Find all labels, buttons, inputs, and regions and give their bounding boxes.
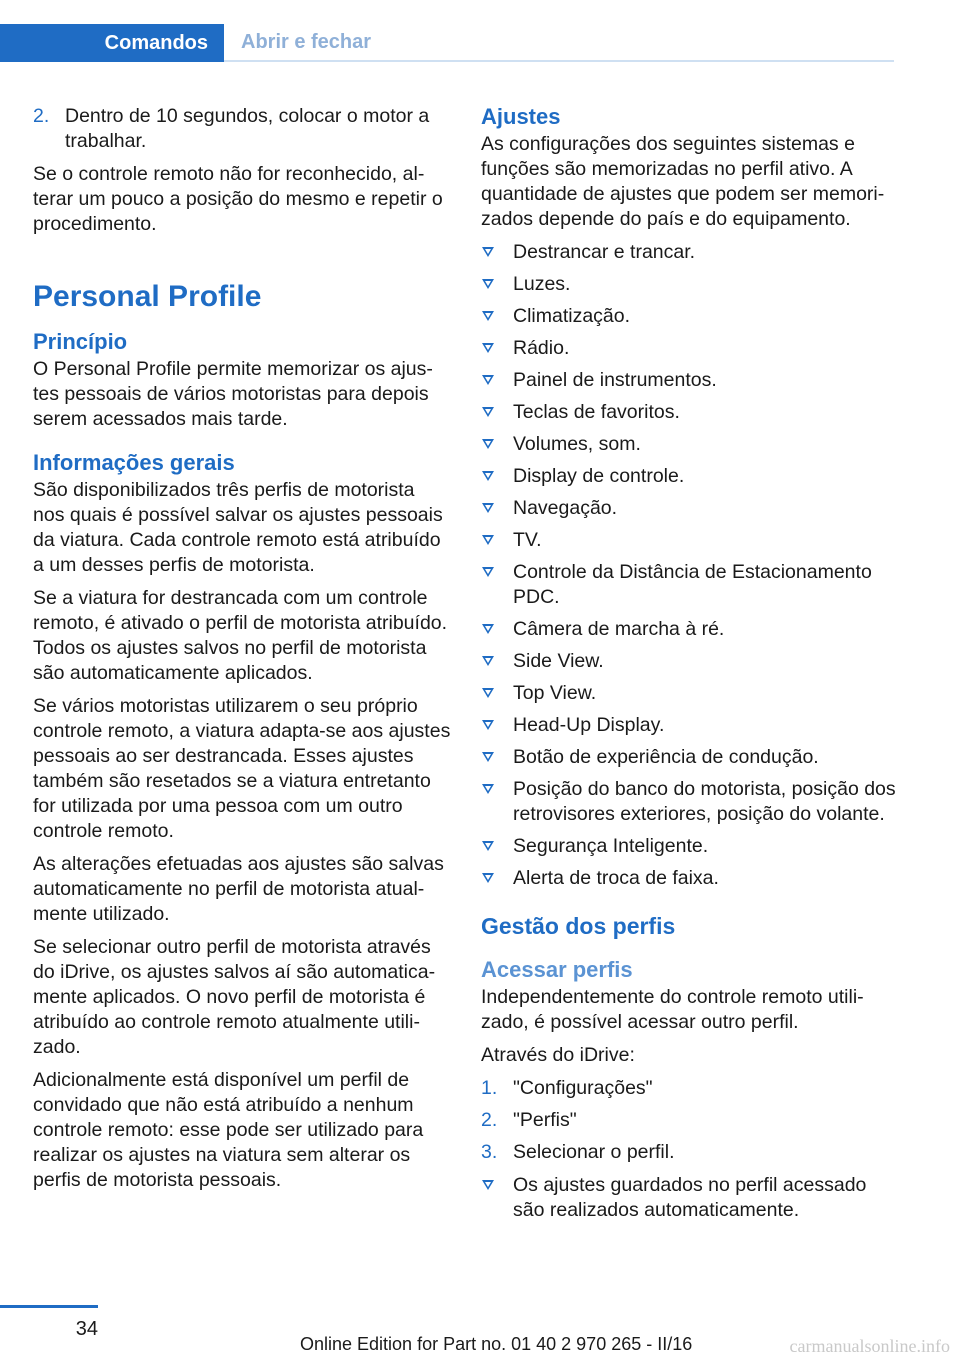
- list-item: [33, 104, 451, 154]
- triangle-bullet-icon: [482, 471, 494, 481]
- heading-ajustes: Ajustes: [481, 104, 561, 129]
- step-list-remote: [33, 104, 451, 154]
- list-item-text: Climatização.: [513, 305, 631, 327]
- ajustes-list: [481, 240, 899, 891]
- triangle-bullet-icon: [482, 567, 494, 577]
- list-item-text: Navegação.: [513, 497, 618, 519]
- triangle-bullet-icon: [482, 624, 494, 634]
- list-item-text: Luzes.: [513, 273, 571, 295]
- triangle-bullet-icon: [482, 311, 494, 321]
- step-number: 2.: [33, 105, 50, 127]
- list-item: [481, 777, 899, 827]
- triangle-bullet-icon: [482, 784, 494, 794]
- triangle-bullet-icon: [482, 656, 494, 666]
- triangle-bullet-icon: [482, 1180, 494, 1190]
- triangle-bullet-icon: [482, 439, 494, 449]
- heading-informacoes-gerais: Informações gerais: [33, 450, 235, 475]
- steps-list: [481, 1076, 899, 1165]
- triangle-bullet-icon: [482, 720, 494, 730]
- heading-gestao-dos-perfis: Gestão dos perfis: [481, 913, 676, 939]
- page-title: Personal Profile: [33, 280, 262, 313]
- list-item: [481, 240, 899, 265]
- paragraph-info-4: As alterações efetuadas aos ajustes são salvas automaticamente no perfil de motorista atualmente utilizado.: [33, 853, 444, 925]
- triangle-bullet-icon: [482, 375, 494, 385]
- list-item: [481, 1173, 899, 1223]
- paragraph-principio: O Personal Profile permite memorizar os ajustes pessoais de vários motoristas para depois serem acessados mais tarde.: [33, 358, 433, 430]
- list-item-text: Volumes, som.: [513, 433, 641, 455]
- page-number: 34: [75, 1318, 98, 1340]
- result-list: [481, 1173, 899, 1223]
- triangle-bullet-icon: [482, 688, 494, 698]
- step-number: 1.: [481, 1077, 498, 1099]
- list-item-text: Destrancar e trancar.: [513, 241, 696, 263]
- result-text: Os ajustes guardados no perfil acessado são realizados automaticamente.: [513, 1174, 867, 1221]
- list-item: [481, 368, 899, 393]
- list-item: [481, 496, 899, 521]
- list-item-text: Alerta de troca de faixa.: [513, 867, 719, 889]
- paragraph-remote-not-recognized: Se o controle remoto não for reconhecido, alterar um pouco a posição do mesmo e repetir o procedimento.: [33, 163, 443, 235]
- heading-acessar-perfis: Acessar perfis: [481, 957, 633, 982]
- list-item: [481, 528, 899, 553]
- triangle-bullet-icon: [482, 247, 494, 257]
- list-item: [481, 272, 899, 297]
- section-tab-abrir-e-fechar[interactable]: Abrir e fechar: [224, 24, 894, 62]
- list-item-text: TV.: [513, 529, 542, 551]
- list-item: [481, 336, 899, 361]
- list-item: [481, 866, 899, 891]
- triangle-bullet-icon: [482, 279, 494, 289]
- step-text: "Configurações": [513, 1077, 653, 1099]
- triangle-bullet-icon: [482, 503, 494, 513]
- step-number: 3.: [481, 1141, 498, 1163]
- list-item: [481, 464, 899, 489]
- list-item-text: Display de controle.: [513, 465, 685, 487]
- list-item: [481, 1140, 899, 1165]
- triangle-bullet-icon: [482, 873, 494, 883]
- step-text: "Perfis": [513, 1109, 577, 1131]
- list-item: [481, 713, 899, 738]
- list-item: [481, 560, 899, 610]
- step-text: Selecionar o perfil.: [513, 1141, 675, 1163]
- list-item: [481, 745, 899, 770]
- list-item-text: Botão de experiência de condução.: [513, 746, 819, 768]
- list-item-text: Top View.: [513, 682, 597, 704]
- step-number: 2.: [481, 1109, 498, 1131]
- heading-principio: Princípio: [33, 329, 128, 354]
- section-tab-comandos[interactable]: Comandos: [0, 24, 224, 62]
- list-item: [481, 400, 899, 425]
- paragraph-info-3: Se vários motoristas utilizarem o seu próprio controle remoto, a viatura adapta-se aos ajustes pessoais ao ser destrancada. Esses ajustes também são resetados se a viatura entretanto for utilizada por uma pessoa com um outro controle remoto.: [33, 695, 451, 842]
- list-item-text: Head-Up Display.: [513, 714, 665, 736]
- left-column: [33, 104, 451, 1201]
- list-item: [481, 304, 899, 329]
- triangle-bullet-icon: [482, 407, 494, 417]
- list-item-text: Controle da Distância de Estacionamento PDC.: [513, 561, 872, 608]
- paragraph-acessar: Independentemente do controle remoto utilizado, é possível acessar outro perfil.: [481, 986, 864, 1033]
- triangle-bullet-icon: [482, 841, 494, 851]
- paragraph-info-2: Se a viatura for destrancada com um controle remoto, é ativado o perfil de motorista atribuído. Todos os ajustes salvos no perfil de motorista são automaticamente aplicados.: [33, 587, 448, 684]
- list-item: [481, 617, 899, 642]
- triangle-bullet-icon: [482, 535, 494, 545]
- paragraph-info-6: Adicionalmente está disponível um perfil de convidado que não está atribuído a nenhum controle remoto: esse pode ser utilizado para realizar os ajustes na viatura sem alterar os perfis de motorista pessoais.: [33, 1069, 424, 1191]
- paragraph-idrive: Através do iDrive:: [481, 1044, 635, 1066]
- paragraph-ajustes: As configurações dos seguintes sistemas e funções são memorizadas no perfil ativo. A quantidade de ajustes que podem ser memorizados depende do país e do equipamento.: [481, 133, 885, 230]
- paragraph-info-1: São disponibilizados três perfis de motorista nos quais é possível salvar os ajustes pessoais da viatura. Cada controle remoto está atribuído a um desses perfis de motorista.: [33, 479, 443, 576]
- watermark: carmanualsonline.info: [789, 1336, 950, 1356]
- list-item: [481, 432, 899, 457]
- list-item: [481, 1076, 899, 1101]
- step-text: Dentro de 10 segundos, colocar o motor a trabalhar.: [65, 105, 430, 152]
- list-item-text: Câmera de marcha à ré.: [513, 618, 725, 640]
- triangle-bullet-icon: [482, 343, 494, 353]
- list-item-text: Painel de instrumentos.: [513, 369, 717, 391]
- paragraph-info-5: Se selecionar outro perfil de motorista através do iDrive, os ajustes salvos aí são automaticamente aplicados. O novo perfil de motorista é atribuído ao controle remoto atualmente utilizado.: [33, 936, 436, 1058]
- list-item-text: Side View.: [513, 650, 604, 672]
- right-column: [481, 104, 899, 1231]
- list-item-text: Rádio.: [513, 337, 570, 359]
- list-item: [481, 1108, 899, 1133]
- page-header: [0, 0, 960, 62]
- footer-divider: [0, 1305, 98, 1308]
- list-item-text: Posição do banco do motorista, posição dos retrovisores exteriores, posição do volante.: [513, 778, 896, 825]
- list-item-text: Teclas de favoritos.: [513, 401, 680, 423]
- footer-edition: Online Edition for Part no. 01 40 2 970 265 - II/16: [300, 1334, 693, 1354]
- list-item: [481, 649, 899, 674]
- list-item: [481, 681, 899, 706]
- list-item-text: Segurança Inteligente.: [513, 835, 709, 857]
- triangle-bullet-icon: [482, 752, 494, 762]
- list-item: [481, 834, 899, 859]
